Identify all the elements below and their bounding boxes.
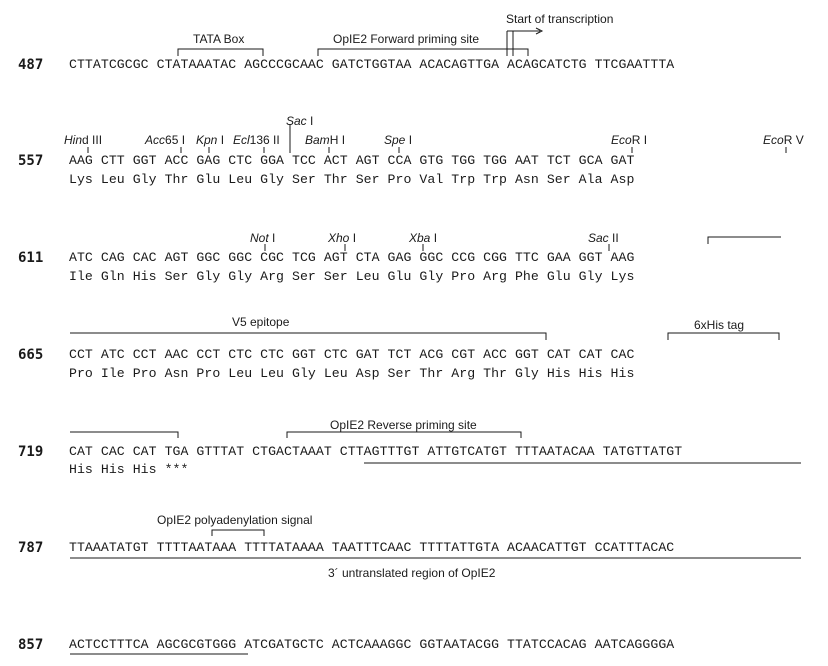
sequence-position: 487 <box>18 57 44 73</box>
acc65-i-label: Acc65 I <box>145 133 186 147</box>
sequence-position: 557 <box>18 153 44 169</box>
spe-i-label: Spe I <box>384 133 413 147</box>
ecl136-ii-label: Ecl136 II <box>233 133 280 147</box>
reverse-priming-site-label: OpIE2 Reverse priming site <box>330 418 477 432</box>
amino-acid-sequence: Lys Leu Gly Thr Glu Leu Gly Ser Thr Ser Pro Val Trp Trp Asn Ser Ala Asp <box>69 172 635 187</box>
forward-priming-site-label: OpIE2 Forward priming site <box>333 32 480 46</box>
ecor-v-label: EcoR V <box>763 133 804 147</box>
start-of-transcription-label: Start of transcription <box>506 12 614 26</box>
his-tag-bracket-end <box>70 432 178 438</box>
ecor-i-label: EcoR I <box>611 133 648 147</box>
nucleotide-sequence: CCT ATC CCT AAC CCT CTC CTC GGT CTC GAT TCT ACG CGT ACC GGT CAT CAT CAC <box>69 347 635 362</box>
sequence-position: 719 <box>18 444 44 460</box>
tata-box-label: TATA Box <box>193 32 245 46</box>
v5-epitope-label: V5 epitope <box>232 315 290 329</box>
sac-ii-label: Sac II <box>588 231 619 245</box>
nucleotide-sequence: ACTCCTTTCA AGCGCGTGGG ATCGATGCTC ACTCAAAGGC GGTAATACGG TTATCCACAG AATCAGGGGA <box>69 637 675 652</box>
nucleotide-sequence: CTTATCGCGC CTATAAATAC AGCCCGCAAC GATCTGGTAA ACACAGTTGA ACAGCATCTG TTCGAATTTA <box>69 57 675 72</box>
hind-iii-label: Hind III <box>64 133 103 147</box>
v5-bracket-start <box>708 237 781 244</box>
tata-box-bracket <box>178 49 263 56</box>
amino-acid-sequence: His His His *** <box>69 462 189 477</box>
reverse-priming-bracket <box>287 432 521 438</box>
amino-acid-sequence: Ile Gln His Ser Gly Gly Arg Ser Ser Leu Glu Gly Pro Arg Phe Glu Gly Lys <box>69 269 635 284</box>
xba-i-label: Xba I <box>409 231 438 245</box>
kpn-i-label: Kpn I <box>196 133 225 147</box>
sac-i-label: Sac I <box>286 114 314 128</box>
nucleotide-sequence: ATC CAG CAC AGT GGC GGC CGC TCG AGT CTA GAG GGC CCG CGG TTC GAA GGT AAG <box>69 250 635 265</box>
utr-label: 3´ untranslated region of OpIE2 <box>328 566 496 580</box>
polya-bracket <box>212 530 264 536</box>
polyadenylation-signal-label: OpIE2 polyadenylation signal <box>157 513 313 527</box>
not-i-label: Not I <box>250 231 276 245</box>
sequence-position: 787 <box>18 540 44 556</box>
nucleotide-sequence: TTAAATATGT TTTTAATAAA TTTTATAAAA TAATTTCAAC TTTTATTGTA ACAACATTGT CCATTTACAC <box>69 540 675 555</box>
amino-acid-sequence: Pro Ile Pro Asn Pro Leu Leu Gly Leu Asp Ser Thr Arg Thr Gly His His His <box>69 366 635 381</box>
his-tag-bracket <box>668 333 779 340</box>
sequence-position: 857 <box>18 637 44 653</box>
forward-priming-bracket <box>318 49 528 56</box>
xho-i-label: Xho I <box>328 231 357 245</box>
v5-epitope-bracket <box>70 333 546 340</box>
sequence-position: 611 <box>18 250 44 266</box>
nucleotide-sequence: AAG CTT GGT ACC GAG CTC GGA TCC ACT AGT CCA GTG TGG TGG AAT TCT GCA GAT <box>69 153 635 168</box>
bamh-i-label: BamH I <box>305 133 346 147</box>
6xhis-tag-label: 6xHis tag <box>694 318 745 332</box>
nucleotide-sequence: CAT CAC CAT TGA GTTTAT CTGACTAAAT CTTAGTTTGT ATTGTCATGT TTTAATACAA TATGTTATGT <box>69 444 683 459</box>
sequence-position: 665 <box>18 347 44 363</box>
